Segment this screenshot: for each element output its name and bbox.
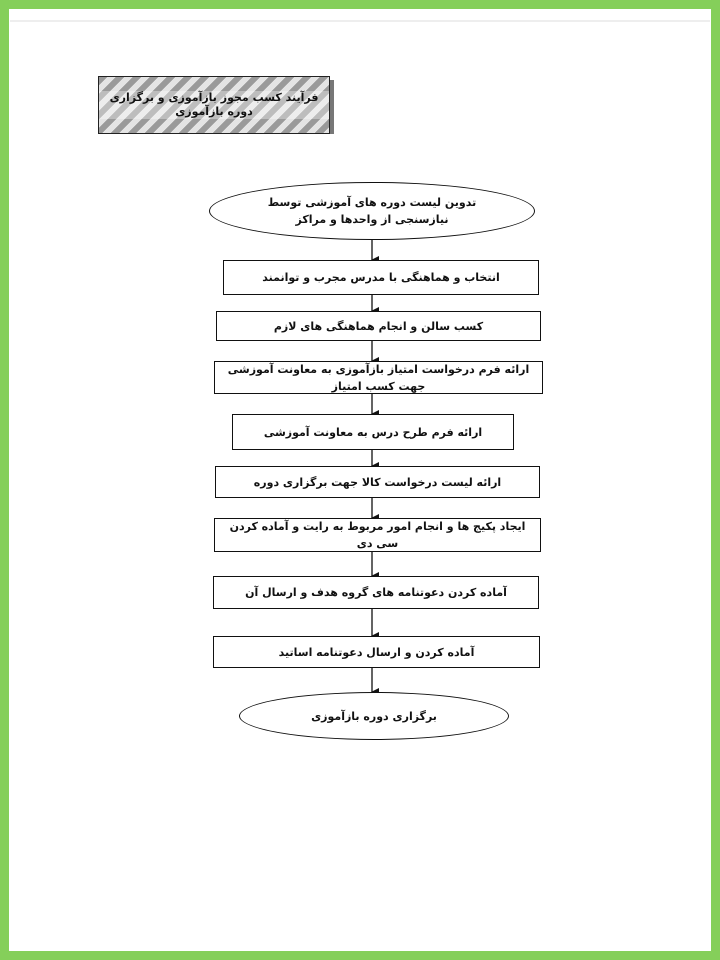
step-end-course-held bbox=[239, 692, 509, 740]
step-9-box bbox=[213, 636, 540, 668]
step-1-label: تدوین لیست دوره های آموزشی توسط نیازسنجی از واحدها و مراکز bbox=[267, 196, 477, 226]
step-2-label: انتخاب و هماهنگی با مدرس مجرب و توانمند bbox=[262, 271, 500, 284]
step-8-label: آماده کردن دعوتنامه های گروه هدف و ارسال آن bbox=[245, 586, 507, 599]
step-4-box bbox=[214, 361, 543, 394]
step-9-label: آماده کردن و ارسال دعوتنامه اساتید bbox=[278, 645, 475, 659]
step-7-label: ایجاد پکیج ها و انجام امور مربوط به رایت و آماده کردن سی دی bbox=[229, 520, 526, 550]
process-title: فرآیند کسب مجوز بازآموزی و برگزاری دوره بازآموزی bbox=[99, 91, 329, 119]
step-8-box bbox=[213, 576, 539, 609]
step-6-box bbox=[215, 466, 540, 498]
step-5-label: ارائه فرم طرح درس به معاونت آموزشی bbox=[263, 425, 483, 439]
step-7-box bbox=[214, 518, 541, 552]
step-3-label: کسب سالن و انجام هماهنگی های لازم bbox=[273, 319, 484, 333]
step-3-box bbox=[216, 311, 541, 341]
step-start-needs-assessment bbox=[209, 182, 535, 240]
step-10-label: برگزاری دوره بازآموزی bbox=[311, 709, 437, 723]
step-5-box bbox=[232, 414, 514, 450]
step-6-label: ارائه لیست درخواست کالا جهت برگزاری دوره bbox=[253, 475, 502, 489]
step-2-box bbox=[223, 260, 539, 295]
step-4-label: ارائه فرم درخواست امتیاز بازآموزی به معاونت آموزشی جهت کسب امتیاز bbox=[227, 362, 530, 393]
